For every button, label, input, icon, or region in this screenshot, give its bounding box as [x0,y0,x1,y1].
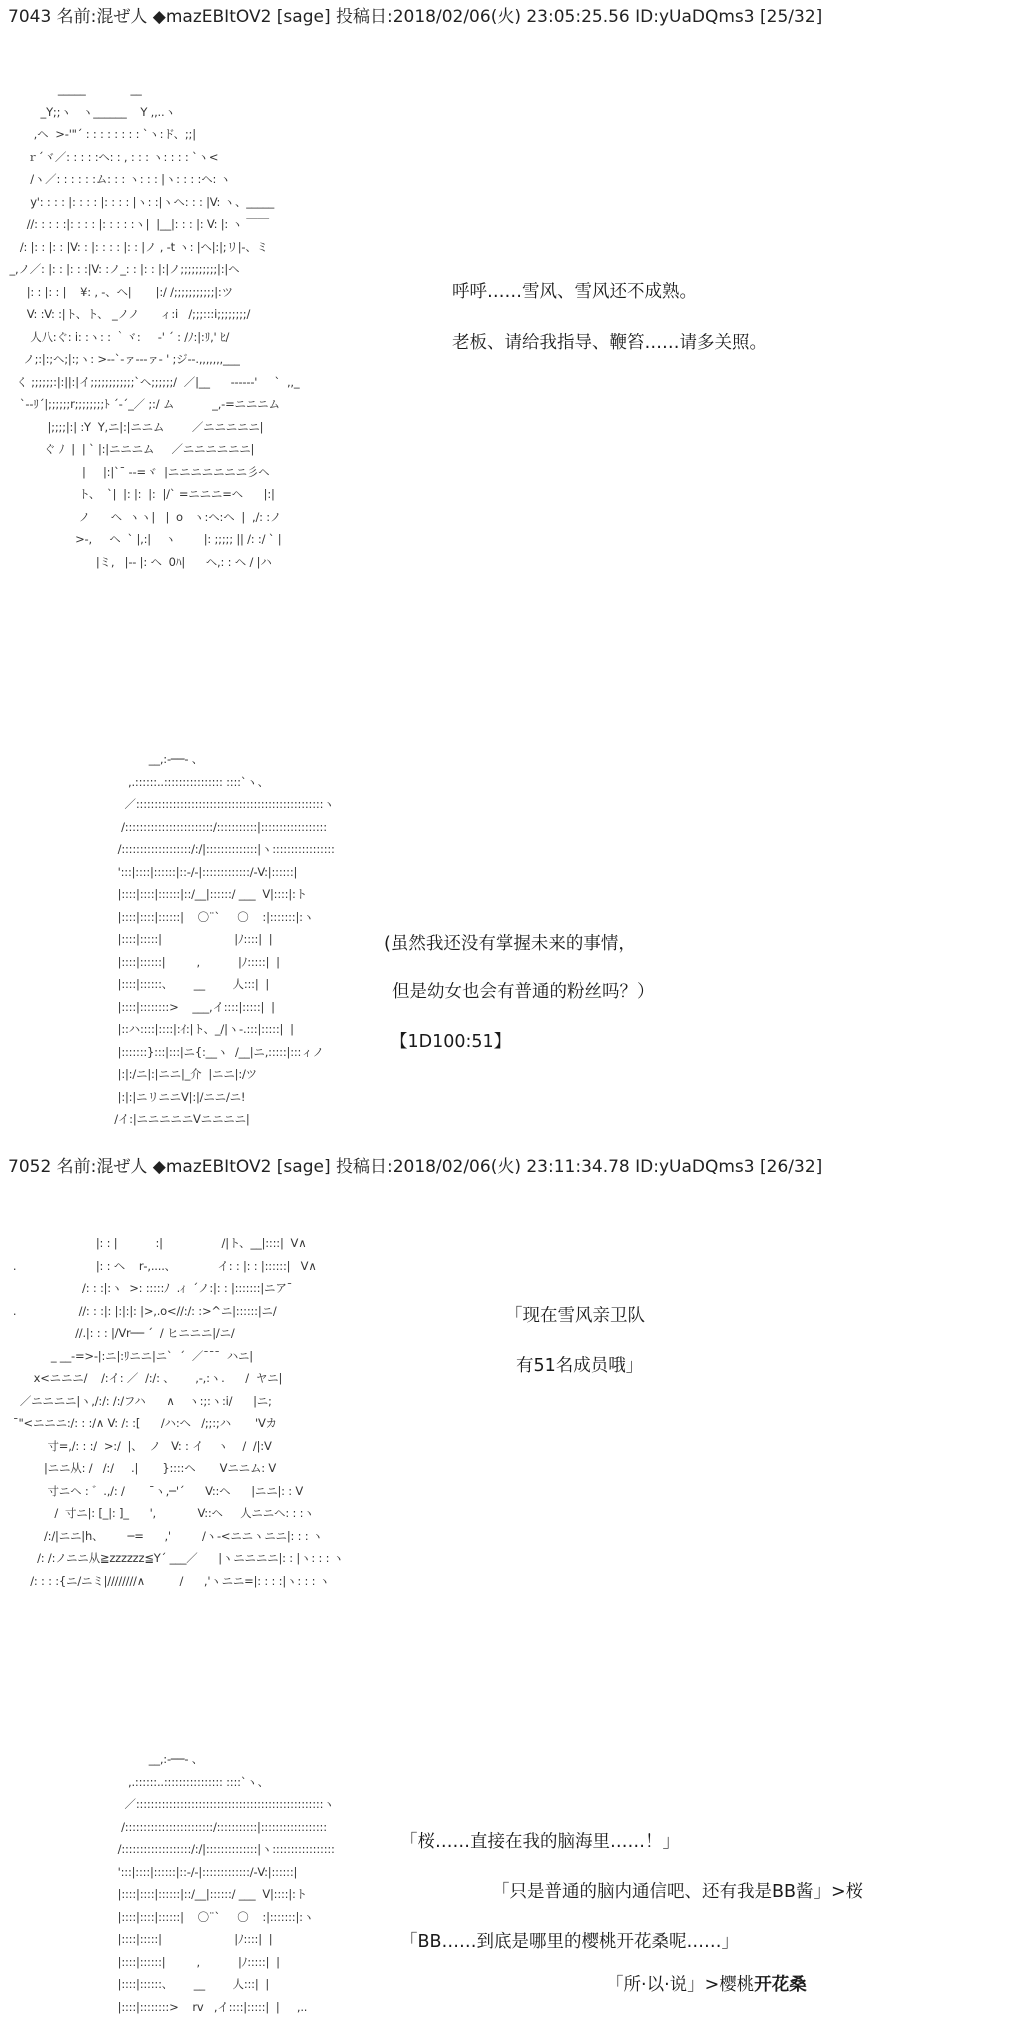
ascii-art-bb-hood: __,:-──- 、 ,.::::::..:::::::::::::::: ::::`ヽ、 ／:::::::::::::::::::::::::::::::::::::::::::::::::::ヽ /::::::::::::::::::::::::/:::::::::::|:::::::::::::::::: /:::::::::::::::::::/:/|::::::::::::::|ヽ::::::::::::::::: ':::|::::|::::::|::‐/‐|:::::::::::::/‐V:|::::::| |::::|::::|::::::|::/__|::::::/ ___ V|::::|:ト |::::|::::|::::::| 〇¨` 〇 :|:::::::|:ヽ |::::|:::::| |ﾉ::::| | |::::|::::::| , |ﾉ:::::| | |::::|::::::、 __ 人:::| | |::::|::::::::> rv ,イ::::|:::::| | ,.. [117,1752,335,2014]
dialog-line: 「只是普通的脑内通信吧、还有我是BB酱」>桜 [492,1882,864,1902]
dialog-fragment: 「所·以·说」>樱桃 [606,1975,755,1995]
dialog-line: 老板、请给我指导、鞭笞……请多关照。 [452,333,767,353]
dialog-line: 「现在雪风亲卫队 [505,1306,645,1326]
dice-roll-result: 【1D100:51】 [390,1032,512,1052]
post-header-7043: 7043 名前:混ぜ人 ◆mazEBItOV2 [sage] 投稿日:2018/02/06(火) 23:05:25.56 ID:yUaDQms3 [25/32] [8,7,823,27]
dialog-line: 但是幼女也会有普通的粉丝吗？） [392,982,655,1002]
dialog-line: (虽然我还没有掌握未来的事情， [384,934,636,954]
ascii-art-shrine-maiden: |: : | :| /|ト、__|::::| V∧ . |: : ヘ r‐,....、 イ: : |: : |::::::| V∧ /: : :|:ヽ >: :::::ﾉ .ｨ ´ノ:|: : |:::::::|ニア¯ . //: : :|: |:|:|: |>,.o<//:/: :>^ニ|::::::|ニ/ //.|: : : |/Vr── ´ / ヒニニニ|/ニ/ _ __-=>‐|:ニ|:ﾘニニ|ニ` ´ ／¯¯¯ ハニ| x<ニニニ/ /:イ: ／ /:/: 、 ,‐,:ヽ. / ヤニ| ／ニニニニ|ヽ,/:/: /:/フハ ∧ ヽ:;:ヽ:i/ |ニ; ¯"<ニニニ:/: : :/∧ V: /: :[ /ハ:ヘ /;;:;ハ 'Vカ 寸=,/: : :/ >:/ |、 ノ V: : イ ヽ / /|:V |ニニ从: / /:/ .| }::::ヘ Vニニム: V 寸ニヘ : ゛.,/: / ¯ヽ,─'´ V::ヘ |ニニ|: : V / 寸ニ|: [_|: ]_ ', V::ヘ 人ニニヘ: : :ヽ /:/|ニニ|h、 ─= ,' /ヽ‐<ニニヽニニ|: : : ヽ /: /:ノニニ从≧zzzzzz≦Y´ ___／ |ヽニニニニ|: : |ヽ: : : ヽ /: : : :{ニ/ニミ|////////∧ / ,'ヽニニ=|: : : :|ヽ: : : ヽ [12,1236,345,1588]
dialog-fragment-bold: 开花桑 [754,1975,807,1995]
dialog-line: 「BB……到底是哪里的樱桃开花桑呢……」 [400,1932,740,1952]
post-header-7052: 7052 名前:混ぜ人 ◆mazEBItOV2 [sage] 投稿日:2018/02/06(火) 23:11:34.78 ID:yUaDQms3 [26/32] [8,1157,823,1177]
dialog-line: 呼呼……雪风、雪风还不成熟。 [452,282,697,302]
dialog-line: 「桜……直接在我的脑海里……！」 [400,1832,680,1852]
dialog-line: 有51名成员哦」 [516,1356,644,1376]
dialog-line [606,1973,807,1997]
ascii-art-yukikaze: _____ __ _Y;;ヽ ヽ______ Y ,,..ヽ ,ヘ >‐'"´ : : : : : : : : `ヽ:ド、;;| ｒ´ヾ／: : : : :ヘ: : , : : : ヽ: : : : `ヽ< /ヽ／: : : : : :ム: : : ヽ: : : |ヽ: : : :ヘ: ヽ y': : : : |: : : : |: : : : |ヽ: :|ヽヘ: : : |V: ヽ、_____ //: : : : :|: : : : |: : : : :ヽ| |__|: : : |: V: |: ヽ ￣￣ /: |: : |: : |V: : |: : : : |: : |ノ , ‐t ヽ: |ヘ|:|;リ|‐、ミ _,ノ／: |: : |: : :|V: :ノ_: : |: : |:|ノ;;;;;;;;;;|:|ヘ |: : |: : | ¥: , -、ヘ| |:/ /;;;;;;;;;;;|:ツ V: :V: :|ト、ト、 _ノノ ィ:i /;;;:::i;;;;;;;;/ 人八:ぐ: i: :ヽ: : ｀ヾ: ‐' ´ : /ﾉ:|:ﾘ,' ﾋ/ ノ;:|:;ヘ;|:;ヽ: >‐‐`‐ァ‐‐‐ァ‐ ' ;ジ‐-.,,,,,,,___ く ;;;;;;:|:||:|イ;;;;;;;;;;;;`ヘ;;;;;;/ ／|__ ------' ` ,,_ `‐‐ﾘ´|;;;;;;r;;;;;;;;ﾄ ´‐´_／ ;:/ ム _,-=ニニニム |;;;;|:| :Y Y,ニ|:|ニニム ／ニニニニニ| ぐ ﾉ | | ` |:|ニニニム ／ニニニニニニ| | |:|`¯ ‐‐=ヾ |ニニニニニニニ彡ヘ ト、 `| |: |: |: |/` =ニニニ=ヘ |:| ノ ヘ ヽヽ| | o ヽ:ヘ:ヘ | ,/: :ノ >‐, ヘ ` |,:| ヽ |: ;;;;; || /: :/ ` | |ミ, |‐‐ |: ヘ 0ﾊ| ヘ,: : ヘ / |ハ [9,82,300,569]
ascii-art-bb-hood: __,:-──- 、 ,.::::::..:::::::::::::::: ::::`ヽ、 ／:::::::::::::::::::::::::::::::::::::::::::::::::::ヽ /::::::::::::::::::::::::/:::::::::::|:::::::::::::::::: /:::::::::::::::::::/:/|::::::::::::::|ヽ::::::::::::::::: ':::|::::|::::::|::‐/‐|:::::::::::::/‐V:|::::::| |::::|::::|::::::|::/__|::::::/ ___ V|::::|:ト |::::|::::|::::::| 〇¨` 〇 :|:::::::|:ヽ |::::|:::::| |ﾉ::::| | |::::|::::::| , |ﾉ:::::| | |::::|::::::、 __ 人:::| | |::::|::::::::> ___,イ::::|:::::| | |::ハ::::|::::|:ｲ:|ト、_/|ヽ‐.:::|:::::| | |:::::::}:::|:::|ニ{:__ヽ /__|ニ,:::::|:::ィノ |:|:/ニ|:|ニニ|_介 |ニニ|:/ツ |:|:|ニリニニV|:|/ニニ/ニ! /イ:|ニニニニニVニニニニ| [114,752,335,1126]
